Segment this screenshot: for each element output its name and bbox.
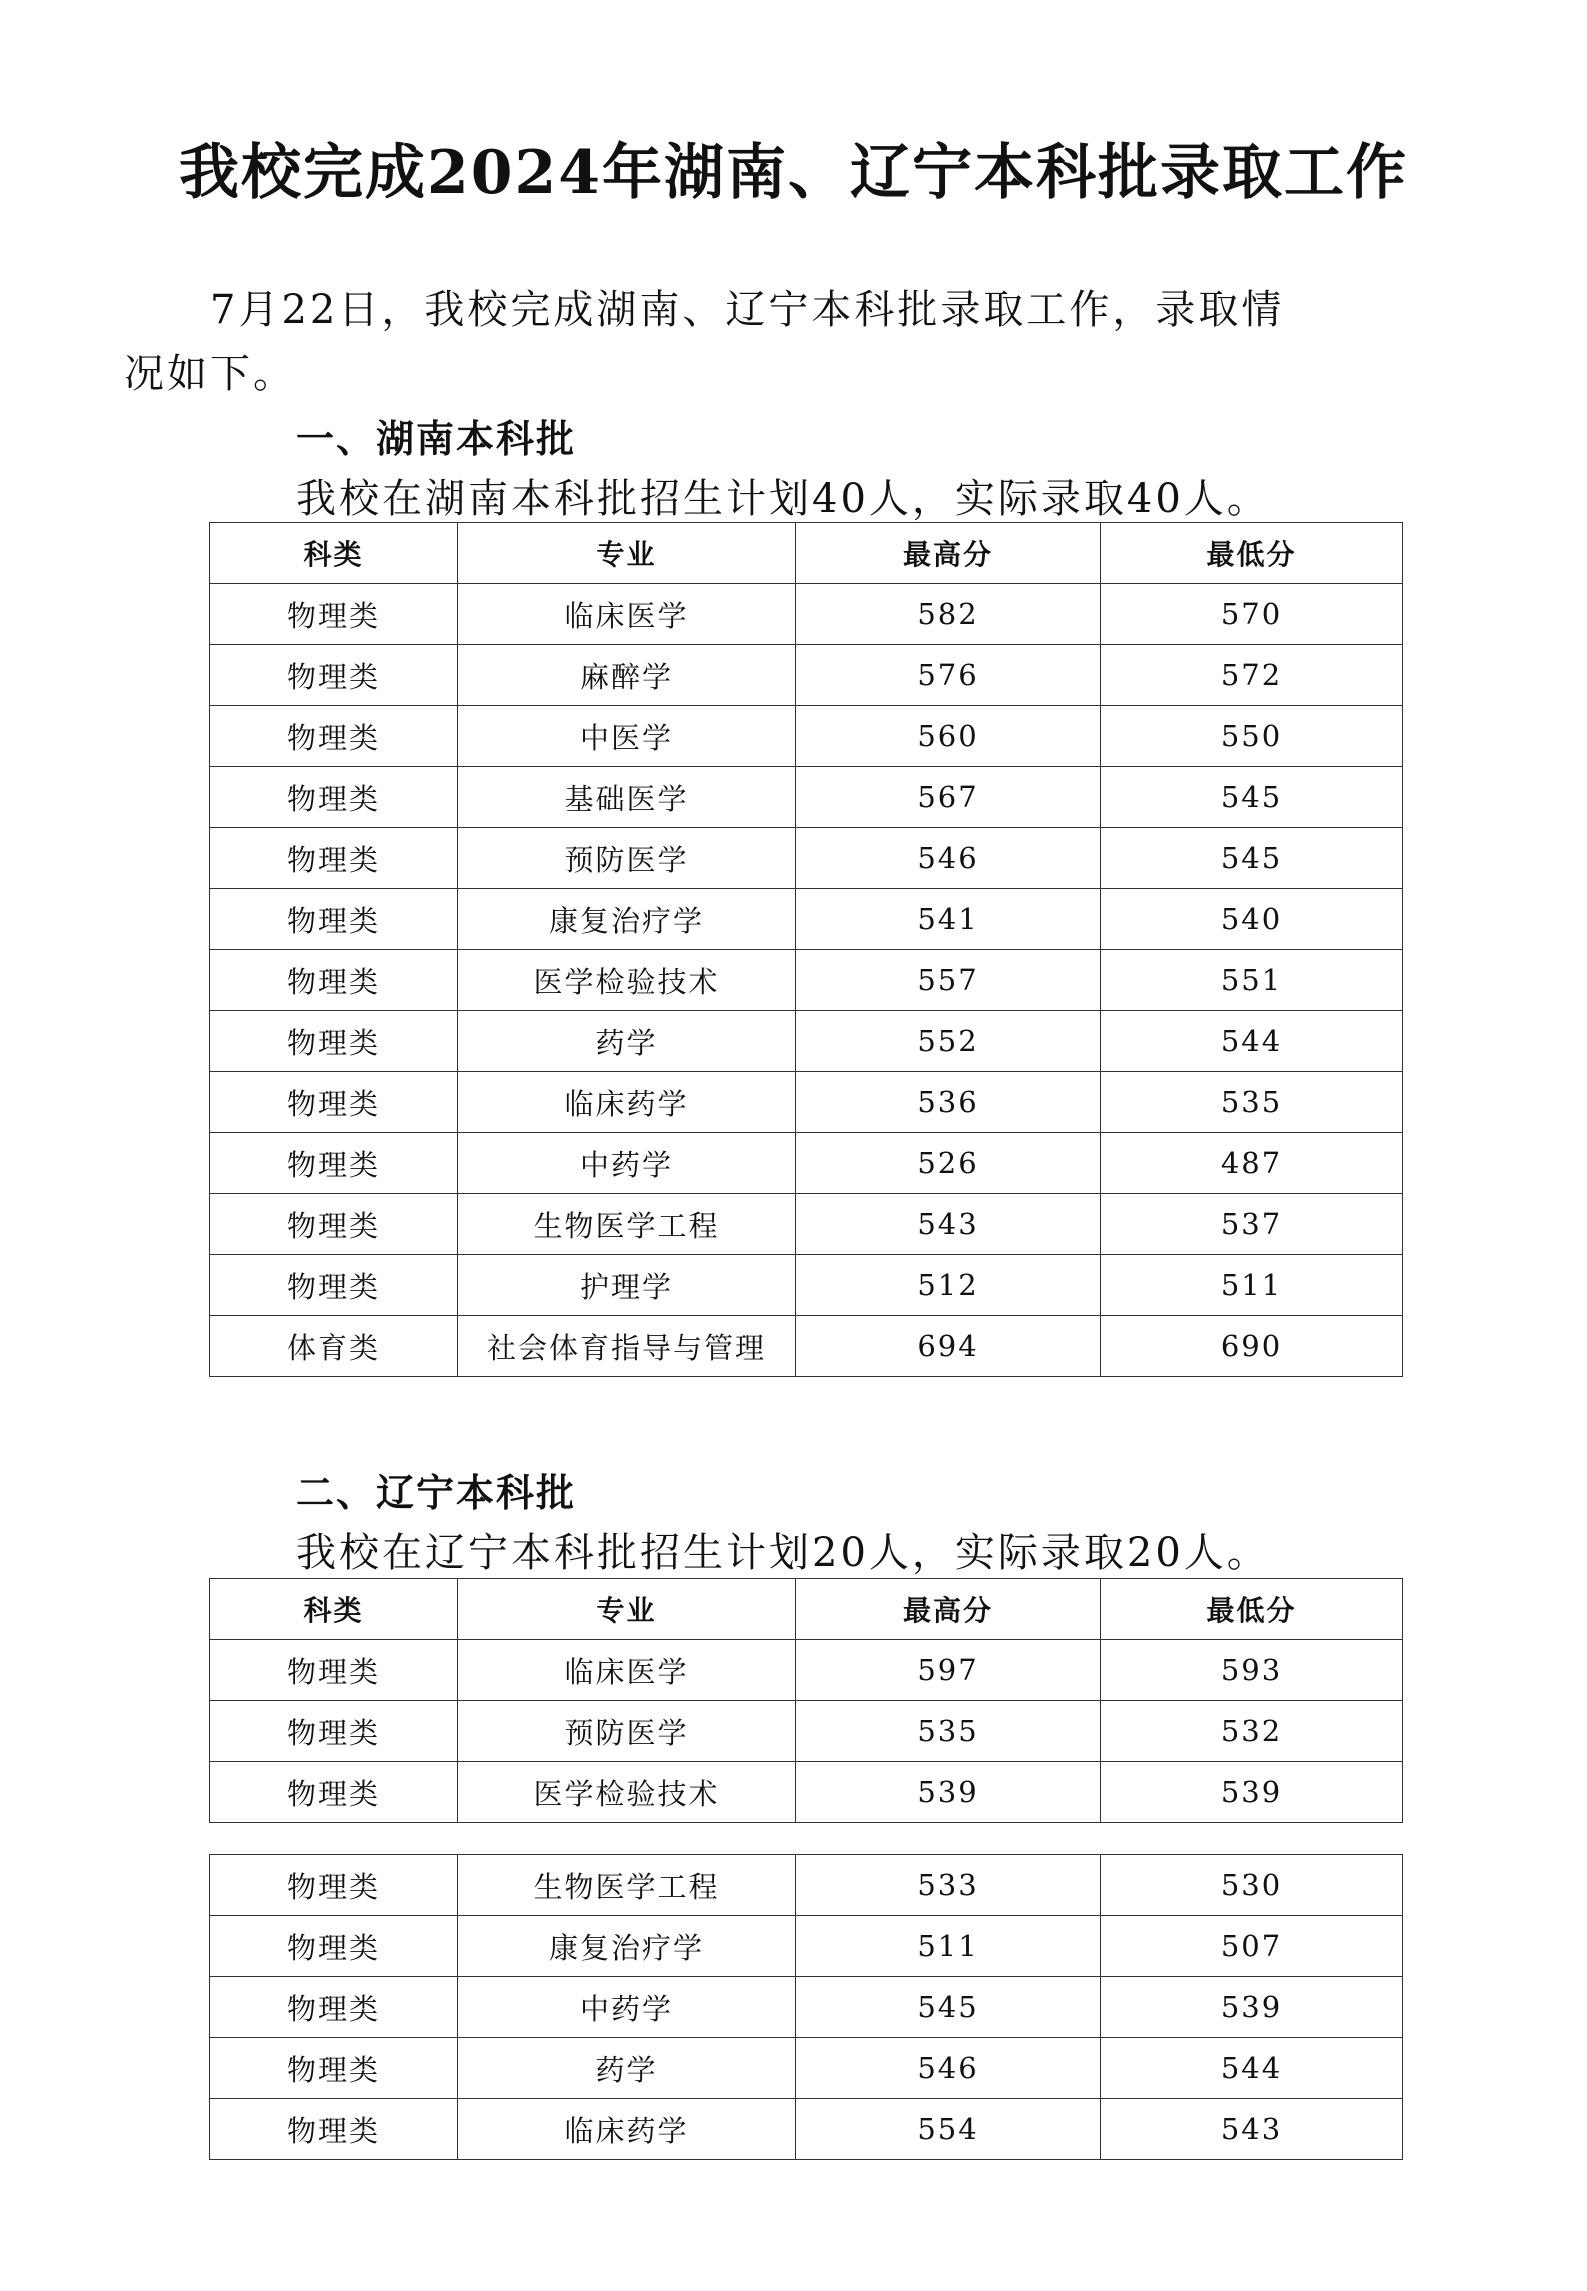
cell-category: 物理类 [210, 1133, 458, 1194]
cell-major: 生物医学工程 [458, 1855, 796, 1916]
table-row [210, 1701, 1403, 1762]
cell-major: 医学检验技术 [458, 1762, 796, 1823]
cell-min-score: 572 [1101, 645, 1403, 706]
cell-max-score: 526 [796, 1133, 1101, 1194]
cell-category: 物理类 [210, 645, 458, 706]
cell-min-score: 507 [1101, 1916, 1403, 1977]
cell-min-score: 530 [1101, 1855, 1403, 1916]
cell-min-score: 543 [1101, 2099, 1403, 2160]
cell-major: 中药学 [458, 1133, 796, 1194]
cell-min-score: 539 [1101, 1762, 1403, 1823]
column-header-major: 专业 [458, 523, 796, 584]
cell-min-score: 690 [1101, 1316, 1403, 1377]
cell-max-score: 552 [796, 1011, 1101, 1072]
hunan-admission-table [209, 522, 1403, 1377]
intro-paragraph: 7月22日，我校完成湖南、辽宁本科批录取工作，录取情况如下。 [124, 287, 1285, 397]
cell-min-score: 511 [1101, 1255, 1403, 1316]
cell-max-score: 576 [796, 645, 1101, 706]
cell-max-score: 539 [796, 1762, 1101, 1823]
cell-major: 护理学 [458, 1255, 796, 1316]
section-summary-hunan: 我校在湖南本科批招生计划40人，实际录取40人。 [296, 476, 1270, 522]
cell-max-score: 554 [796, 2099, 1101, 2160]
cell-major: 社会体育指导与管理 [458, 1316, 796, 1377]
cell-category: 物理类 [210, 1194, 458, 1255]
cell-max-score: 545 [796, 1977, 1101, 2038]
cell-max-score: 597 [796, 1640, 1101, 1701]
cell-major: 中医学 [458, 706, 796, 767]
cell-category: 物理类 [210, 1255, 458, 1316]
cell-category: 物理类 [210, 1011, 458, 1072]
table-header-row [210, 523, 1403, 584]
section-heading-hunan: 一、湖南本科批 [296, 417, 577, 461]
cell-major: 医学检验技术 [458, 950, 796, 1011]
cell-min-score: 544 [1101, 1011, 1403, 1072]
table-row [210, 828, 1403, 889]
table-row [210, 1316, 1403, 1377]
cell-max-score: 582 [796, 584, 1101, 645]
cell-major: 药学 [458, 2038, 796, 2099]
cell-min-score: 545 [1101, 767, 1403, 828]
table-row [210, 645, 1403, 706]
cell-min-score: 544 [1101, 2038, 1403, 2099]
cell-min-score: 545 [1101, 828, 1403, 889]
page-title: 我校完成2024年湖南、辽宁本科批录取工作 [179, 138, 1408, 208]
table-row [210, 1640, 1403, 1701]
table-row [210, 1916, 1403, 1977]
column-header-category: 科类 [210, 523, 458, 584]
cell-category: 物理类 [210, 1072, 458, 1133]
cell-category: 体育类 [210, 1316, 458, 1377]
table-row [210, 1072, 1403, 1133]
cell-category: 物理类 [210, 1855, 458, 1916]
cell-category: 物理类 [210, 1977, 458, 2038]
cell-max-score: 533 [796, 1855, 1101, 1916]
cell-min-score: 537 [1101, 1194, 1403, 1255]
cell-max-score: 543 [796, 1194, 1101, 1255]
cell-major: 临床药学 [458, 1072, 796, 1133]
table-row [210, 2099, 1403, 2160]
cell-min-score: 539 [1101, 1977, 1403, 2038]
cell-max-score: 536 [796, 1072, 1101, 1133]
liaoning-admission-table-continued [209, 1854, 1403, 2160]
table-row [210, 1977, 1403, 2038]
table-header-row [210, 1579, 1403, 1640]
cell-max-score: 557 [796, 950, 1101, 1011]
table-row [210, 950, 1403, 1011]
section-heading-liaoning: 二、辽宁本科批 [296, 1471, 577, 1515]
table-row [210, 889, 1403, 950]
cell-max-score: 512 [796, 1255, 1101, 1316]
column-header-major: 专业 [458, 1579, 796, 1640]
cell-major: 康复治疗学 [458, 889, 796, 950]
cell-category: 物理类 [210, 2038, 458, 2099]
cell-max-score: 567 [796, 767, 1101, 828]
cell-major: 麻醉学 [458, 645, 796, 706]
table-row [210, 1855, 1403, 1916]
liaoning-admission-table [209, 1578, 1403, 1823]
cell-major: 康复治疗学 [458, 1916, 796, 1977]
cell-major: 临床医学 [458, 1640, 796, 1701]
cell-major: 临床药学 [458, 2099, 796, 2160]
cell-major: 预防医学 [458, 1701, 796, 1762]
cell-min-score: 593 [1101, 1640, 1403, 1701]
table-row [210, 1011, 1403, 1072]
cell-min-score: 487 [1101, 1133, 1403, 1194]
cell-min-score: 551 [1101, 950, 1403, 1011]
column-header-max-score: 最高分 [796, 523, 1101, 584]
cell-major: 中药学 [458, 1977, 796, 2038]
cell-major: 预防医学 [458, 828, 796, 889]
cell-min-score: 535 [1101, 1072, 1403, 1133]
table-row [210, 767, 1403, 828]
cell-max-score: 694 [796, 1316, 1101, 1377]
cell-min-score: 550 [1101, 706, 1403, 767]
cell-major: 药学 [458, 1011, 796, 1072]
table-row [210, 584, 1403, 645]
section-summary-liaoning: 我校在辽宁本科批招生计划20人，实际录取20人。 [296, 1530, 1270, 1576]
table-row [210, 1133, 1403, 1194]
cell-category: 物理类 [210, 584, 458, 645]
cell-min-score: 532 [1101, 1701, 1403, 1762]
cell-category: 物理类 [210, 767, 458, 828]
column-header-min-score: 最低分 [1101, 523, 1403, 584]
cell-major: 生物医学工程 [458, 1194, 796, 1255]
cell-category: 物理类 [210, 950, 458, 1011]
column-header-max-score: 最高分 [796, 1579, 1101, 1640]
cell-category: 物理类 [210, 828, 458, 889]
column-header-category: 科类 [210, 1579, 458, 1640]
cell-min-score: 540 [1101, 889, 1403, 950]
table-row [210, 2038, 1403, 2099]
table-row [210, 1194, 1403, 1255]
column-header-min-score: 最低分 [1101, 1579, 1403, 1640]
cell-major: 临床医学 [458, 584, 796, 645]
cell-category: 物理类 [210, 889, 458, 950]
cell-category: 物理类 [210, 1916, 458, 1977]
table-row [210, 706, 1403, 767]
cell-min-score: 570 [1101, 584, 1403, 645]
cell-max-score: 546 [796, 2038, 1101, 2099]
table-row [210, 1762, 1403, 1823]
cell-major: 基础医学 [458, 767, 796, 828]
cell-category: 物理类 [210, 706, 458, 767]
cell-category: 物理类 [210, 1640, 458, 1701]
cell-category: 物理类 [210, 2099, 458, 2160]
cell-max-score: 511 [796, 1916, 1101, 1977]
cell-max-score: 541 [796, 889, 1101, 950]
cell-max-score: 560 [796, 706, 1101, 767]
cell-category: 物理类 [210, 1762, 458, 1823]
table-row [210, 1255, 1403, 1316]
cell-max-score: 546 [796, 828, 1101, 889]
cell-category: 物理类 [210, 1701, 458, 1762]
cell-max-score: 535 [796, 1701, 1101, 1762]
